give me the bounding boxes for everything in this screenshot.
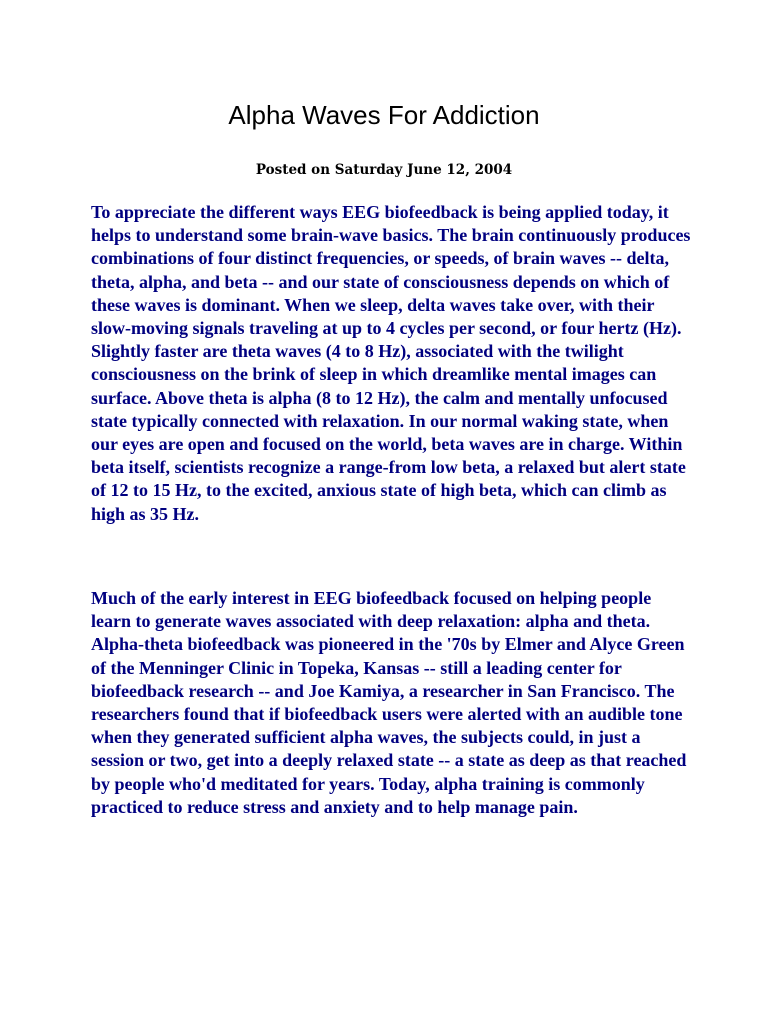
paragraph-brain-wave-basics: To appreciate the different ways EEG biofeedback is being applied today, it helps to understand some brain-wave basics. The brain continuously produces combinations of four distinct frequencies, or speeds, of brain waves -- delta, theta, alpha, and beta -- and our state of consciousness depends on which of these waves is dominant. When we sleep, delta waves take over, with their slow-moving signals traveling at up to 4 cycles per second, or four hertz (Hz). Slightly faster are theta waves (4 to 8 Hz), associated with the twilight consciousness on the brink of sleep in which dreamlike mental images can surface. Above theta is alpha (8 to 12 Hz), the calm and mentally unfocused state typically connected with relaxation. In our normal waking state, when our eyes are open and focused on the world, beta waves are in charge. Within beta itself, scientists recognize a range-from low beta, a relaxed but alert state of 12 to 15 Hz, to the excited, anxious state of high beta, which can climb as high as 35 Hz. [91,202,691,524]
posted-date: Posted on Saturday June 12, 2004 [255,162,513,178]
page-title: Alpha Waves For Addiction [228,100,540,130]
paragraph-early-interest: Much of the early interest in EEG biofeedback focused on helping people learn to generate waves associated with deep relaxation: alpha and theta. Alpha-theta biofeedback was pioneered in the '70s by Elmer and Alyce Green of the Menninger Clinic in Topeka, Kansas -- still a leading center for biofeedback research -- and Joe Kamiya, a researcher in San Francisco. The researchers found that if biofeedback users were alerted with an audible tone when they generated sufficient alpha waves, the subjects could, in just a session or two, get into a deeply relaxed state -- a state as deep as that reached by people who'd meditated for years. Today, alpha training is commonly practiced to reduce stress and anxiety and to help manage pain. [91,588,687,817]
